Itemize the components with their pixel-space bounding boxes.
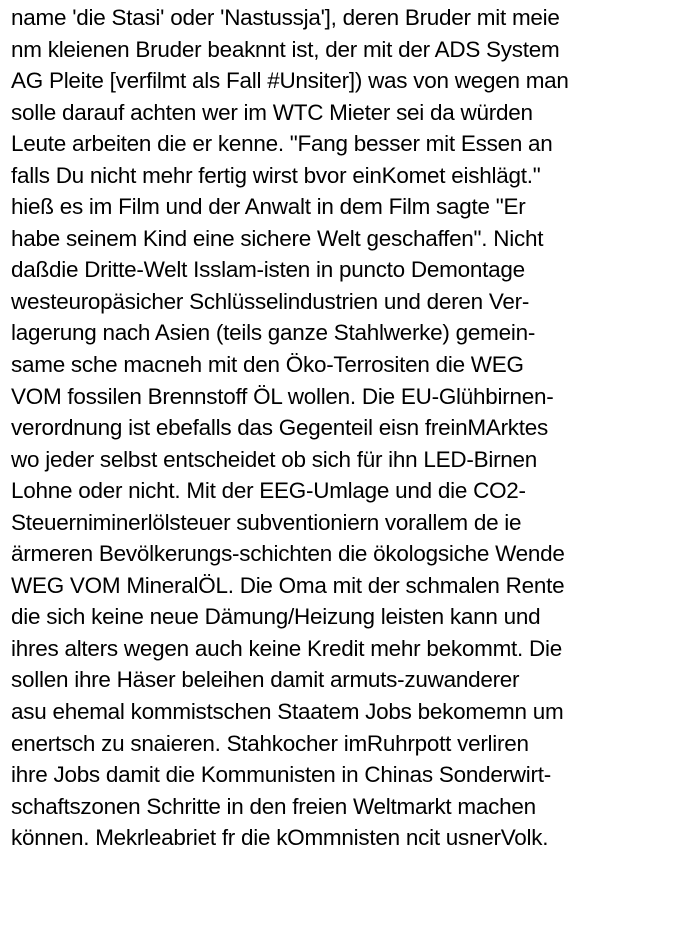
text-line-17: Steuerniminerlölsteuer subventioniern vorallem de ie [11, 509, 522, 535]
text-line-25: ihre Jobs damit die Kommunisten in Chinas Sonderwirt- [11, 762, 551, 788]
body-text [11, 2, 683, 854]
text-line-21: ihres alters wegen auch keine Kredit mehr bekommt. Die [11, 635, 562, 661]
text-line-8: habe seinem Kind eine sichere Welt geschaffen". Nicht [11, 225, 544, 251]
text-line-11: lagerung nach Asien (teils ganze Stahlwerke) gemein- [11, 320, 536, 346]
text-line-15: wo jeder selbst entscheidet ob sich für ihn LED-Birnen [11, 446, 538, 472]
text-line-19: WEG VOM MineralÖL. Die Oma mit der schmalen Rente [11, 572, 565, 598]
text-line-20: die sich keine neue Dämung/Heizung leisten kann und [11, 604, 541, 630]
text-line-10: westeuropäsicher Schlüsselindustrien und deren Ver- [11, 288, 530, 314]
text-line-23: asu ehemal kommistschen Staatem Jobs bekomemn um [11, 699, 564, 725]
text-line-6: falls Du nicht mehr fertig wirst bvor einKomet eishlägt." [11, 162, 541, 188]
text-line-22: sollen ihre Häser beleihen damit armuts-zuwanderer [11, 667, 520, 693]
text-line-12: same sche macneh mit den Öko-Terrositen die WEG [11, 352, 524, 378]
text-line-26: schaftszonen Schritte in den freien Weltmarkt machen [11, 793, 536, 819]
text-line-1: name 'die Stasi' oder 'Nastussja'], deren Bruder mit meie [11, 5, 560, 30]
text-line-13: VOM fossilen Brennstoff ÖL wollen. Die EU-Glühbirnen- [11, 383, 554, 409]
text-line-24: enertsch zu snaieren. Stahkocher imRuhrpott verliren [11, 730, 529, 756]
text-line-2: nm kleienen Bruder beaknnt ist, der mit der ADS System [11, 36, 560, 62]
text-line-27: können. Mekrleabriet fr die kOmmnisten ncit usnerVolk. [11, 825, 549, 851]
text-line-5: Leute arbeiten die er kenne. "Fang besser mit Essen an [11, 131, 553, 157]
text-line-4: solle darauf achten wer im WTC Mieter sei da würden [11, 99, 533, 125]
text-line-18: ärmeren Bevölkerungs-schichten die ökologsiche Wende [11, 541, 565, 567]
text-line-7: hieß es im Film und der Anwalt in dem Film sagte "Er [11, 194, 526, 220]
text-line-9: daßdie Dritte-Welt Isslam-isten in puncto Demontage [11, 257, 525, 283]
text-line-16: Lohne oder nicht. Mit der EEG-Umlage und die CO2- [11, 478, 526, 504]
text-line-14: verordnung ist ebefalls das Gegenteil eisn freinMArktes [11, 415, 549, 441]
text-line-3: AG Pleite [verfilmt als Fall #Unsiter]) was von wegen man [11, 68, 569, 94]
